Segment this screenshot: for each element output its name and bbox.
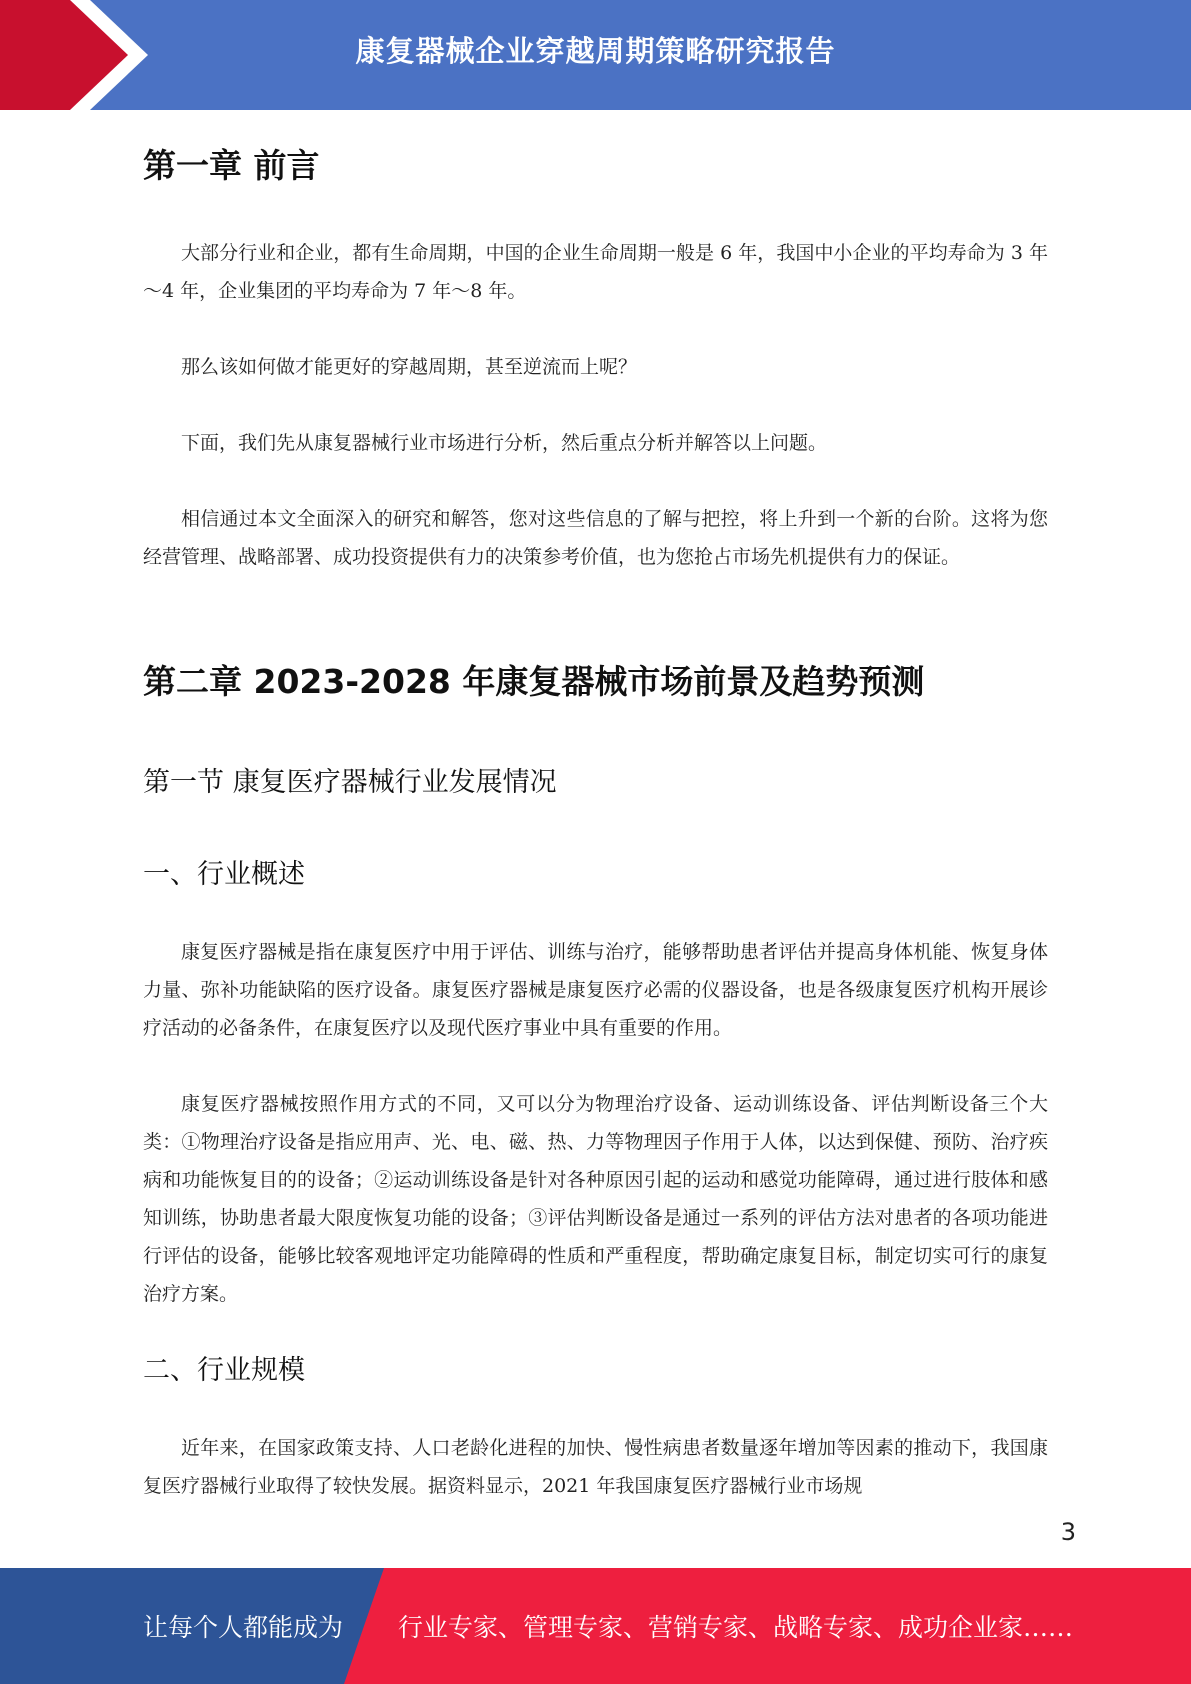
subsection1-title: 一、行业概述 <box>143 859 305 890</box>
page-number: 3 <box>1060 1518 1076 1546</box>
chapter1-paragraph-3: 下面，我们先从康复器械行业市场进行分析，然后重点分析并解答以上问题。 <box>181 432 828 454</box>
report-title: 康复器械企业穿越周期策略研究报告 <box>355 33 836 68</box>
footer-band <box>0 1568 1191 1684</box>
footer-slogan-right: 行业专家、管理专家、营销专家、战略专家、成功企业家…… <box>398 1613 1074 1642</box>
header-band <box>0 0 1191 110</box>
chapter1-paragraph-2: 那么该如何做才能更好的穿越周期，甚至逆流而上呢？ <box>181 356 638 378</box>
chapter1-title: 第一章 前言 <box>143 146 320 185</box>
chapter1-paragraph-4: 相信通过本文全面深入的研究和解答，您对这些信息的了解与把控，将上升到一个新的台阶。这将为您经营管理、战略部署、成功投资提供有力的决策参考价值，也为您抢占市场先机提供有力的保证。 <box>143 508 1048 568</box>
chapter1-paragraph-1: 大部分行业和企业，都有生命周期，中国的企业生命周期一般是 6 年，我国中小企业的平均寿命为 3 年～4 年，企业集团的平均寿命为 7 年～8 年。 <box>143 242 1048 302</box>
chapter2-title: 第二章 2023-2028 年康复器械市场前景及趋势预测 <box>143 662 925 701</box>
section1-title: 第一节 康复医疗器械行业发展情况 <box>143 767 557 798</box>
subsection2-paragraph-1: 近年来，在国家政策支持、人口老龄化进程的加快、慢性病患者数量逐年增加等因素的推动下，我国康复医疗器械行业取得了较快发展。据资料显示，2021 年我国康复医疗器械行业市场规 <box>143 1437 1048 1497</box>
subsection1-paragraph-2: 康复医疗器械按照作用方式的不同，又可以分为物理治疗设备、运动训练设备、评估判断设备三个大类：①物理治疗设备是指应用声、光、电、磁、热、力等物理因子作用于人体，以达到保健、预防、治疗疾病和功能恢复目的的设备；②运动训练设备是针对各种原因引起的运动和感觉功能障碍，通过进行肢体和感知训练，协助患者最大限度恢复功能的设备；③评估判断设备是通过一系列的评估方法对患者的各项功能进行评估的设备，能够比较客观地评定功能障碍的性质和严重程度，帮助确定康复目标，制定切实可行的康复治疗方案。 <box>143 1093 1048 1305</box>
subsection1-paragraph-1: 康复医疗器械是指在康复医疗中用于评估、训练与治疗，能够帮助患者评估并提高身体机能、恢复身体力量、弥补功能缺陷的医疗设备。康复医疗器械是康复医疗必需的仪器设备，也是各级康复医疗机构开展诊疗活动的必备条件，在康复医疗以及现代医疗事业中具有重要的作用。 <box>143 941 1048 1039</box>
footer-slogan-left: 让每个人都能成为 <box>143 1613 344 1642</box>
subsection2-title: 二、行业规模 <box>143 1355 305 1386</box>
